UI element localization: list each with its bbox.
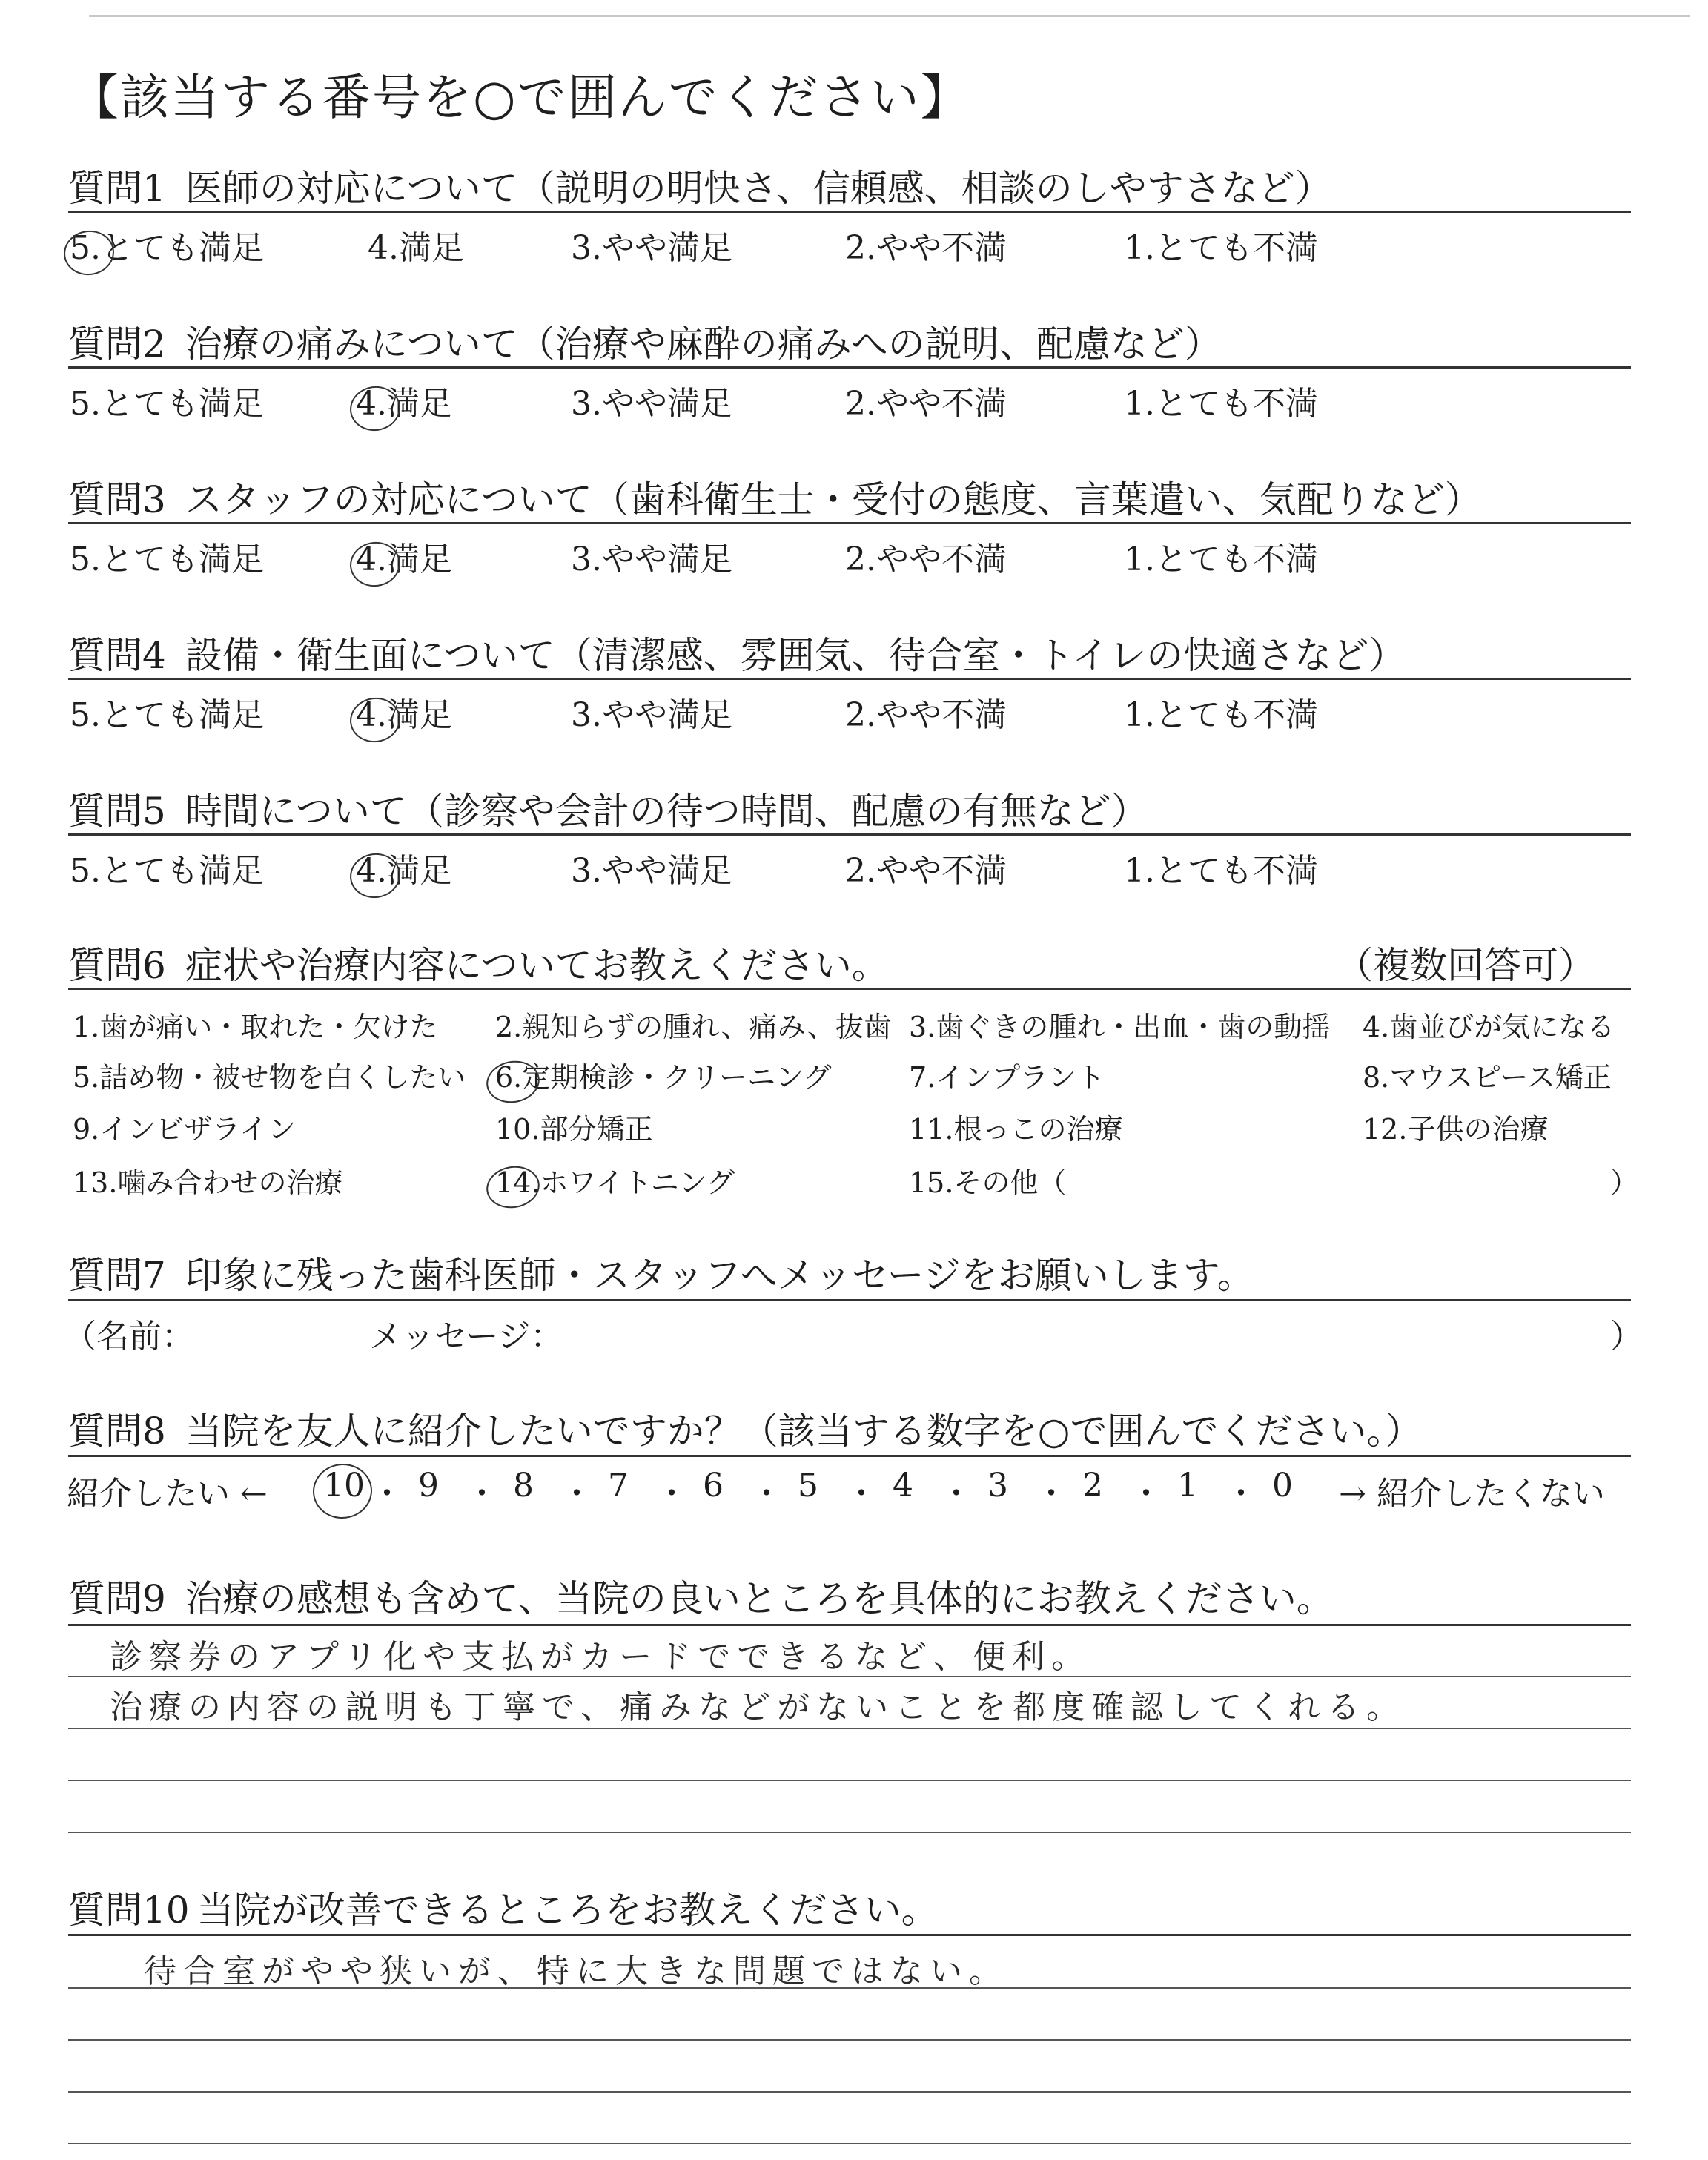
selected-mark: 4. [356,696,387,734]
page-heading: 【該当する番号を○で囲んでください】 [70,69,971,126]
scale-value-1[interactable]: 1 [1177,1467,1198,1505]
q6-option-4[interactable]: 4.歯並びが気になる [1363,1011,1615,1043]
q3-option-2[interactable]: 2.やや不満 [845,541,1007,578]
answer-line [68,2091,1631,2093]
question-text: 医師の対応について（説明の明快さ、信頼感、相談のしやすさなど） [185,167,1332,210]
q2-option-5[interactable]: 5.とても満足 [70,385,264,423]
handwritten-answer-line: 待合室がやや狭いが、特に大きな問題ではない。 [144,1952,1008,1990]
q1-option-4[interactable]: 4.満足 [368,229,464,267]
scale-value-3[interactable]: 3 [987,1467,1008,1505]
scale-right-label: → 紹介したくない [1339,1475,1605,1513]
handwritten-answer-line: 診察券のアプリ化や支払がカードでできるなど、便利。 [110,1638,1091,1676]
q6-option-2[interactable]: 2.親知らずの腫れ、痛み、抜歯 [495,1011,892,1043]
answer-line [68,1728,1631,1729]
q5-option-2[interactable]: 2.やや不満 [845,852,1007,890]
q6-option-9[interactable]: 9.インビザライン [73,1113,297,1146]
scale-separator: ・ [466,1475,498,1513]
multiple-answers-note: （複数回答可） [1336,944,1595,987]
answer-line [68,1832,1631,1833]
q2-option-2[interactable]: 2.やや不満 [845,385,1007,423]
q1-option-5[interactable]: 5.とても満足 [70,229,264,267]
question-1-title [68,159,1332,212]
scale-value-2[interactable]: 2 [1082,1467,1103,1505]
scale-separator: ・ [940,1475,973,1513]
question-7-rule [68,1299,1631,1301]
scale-separator: ・ [371,1475,403,1513]
scale-value-8[interactable]: 8 [513,1467,534,1505]
question-2-rule [68,366,1631,369]
q6-option-3[interactable]: 3.歯ぐきの腫れ・出血・歯の動揺 [909,1011,1331,1043]
name-label: （名前： [64,1318,194,1355]
q5-option-4[interactable]: 4.満足 [356,852,452,890]
question-3-rule [68,522,1631,524]
q3-option-3[interactable]: 3.やや満足 [571,541,732,578]
q6-option-13[interactable]: 13.噛み合わせの治療 [73,1166,343,1199]
answer-line [68,1676,1631,1677]
q3-option-5[interactable]: 5.とても満足 [70,541,264,578]
q4-option-2[interactable]: 2.やや不満 [845,696,1007,734]
q3-option-4[interactable]: 4.満足 [356,541,452,578]
top-border [89,15,1690,17]
scale-value-6[interactable]: 6 [703,1467,724,1505]
answer-line [68,1624,1631,1626]
question-4-title: 質問4 設備・衛生面について（清潔感、雰囲気、待合室・トイレの快適さなど） [68,634,1406,677]
q5-option-1[interactable]: 1.とても不満 [1124,852,1318,890]
question-4-rule [68,678,1631,680]
q6-option-11[interactable]: 11.根っこの治療 [909,1113,1123,1146]
scale-separator: ・ [1035,1475,1068,1513]
scale-value-9[interactable]: 9 [418,1467,439,1505]
answer-line [68,2143,1631,2144]
question-6-title: 質問6 症状や治療内容についてお教えください。 [68,944,889,987]
q1-option-3[interactable]: 3.やや満足 [571,229,732,267]
question-9-title: 質問9 治療の感想も含めて、当院の良いところを具体的にお教えください。 [68,1577,1334,1620]
q5-option-5[interactable]: 5.とても満足 [70,852,264,890]
selected-mark: 4. [356,385,387,423]
scale-value-7[interactable]: 7 [608,1467,629,1505]
question-2-title: 質問2 治療の痛みについて（治療や麻酔の痛みへの説明、配慮など） [68,323,1222,366]
selected-mark: 4. [356,852,387,890]
q4-option-3[interactable]: 3.やや満足 [571,696,732,734]
question-6-rule [68,988,1631,990]
message-label: メッセージ： [369,1318,563,1355]
scale-separator: ・ [750,1475,783,1513]
question-1-rule [68,211,1631,213]
q2-option-1[interactable]: 1.とても不満 [1124,385,1318,423]
message-close-paren: ） [1610,1318,1643,1355]
q6-option-7[interactable]: 7.インプラント [909,1061,1105,1094]
scale-left-label: 紹介したい ← [67,1475,268,1513]
answer-line [68,1934,1631,1936]
q6-option-6[interactable]: 6.定期検診・クリーニング [495,1061,832,1094]
scale-separator: ・ [845,1475,878,1513]
scale-separator: ・ [1130,1475,1162,1513]
scale-separator: ・ [560,1475,593,1513]
q2-option-4[interactable]: 4.満足 [356,385,452,423]
q2-option-3[interactable]: 3.やや満足 [571,385,732,423]
q4-option-5[interactable]: 5.とても満足 [70,696,264,734]
q6-option-12[interactable]: 12.子供の治療 [1363,1113,1549,1146]
question-8-rule [68,1455,1631,1457]
q4-option-4[interactable]: 4.満足 [356,696,452,734]
q1-option-1[interactable]: 1.とても不満 [1124,229,1318,267]
q3-option-1[interactable]: 1.とても不満 [1124,541,1318,578]
q6-option-14[interactable]: 14.ホワイトニング [495,1166,735,1199]
q6-other-close-paren: ） [1610,1166,1639,1199]
question-3-title: 質問3 スタッフの対応について（歯科衛生士・受付の態度、言葉遣い、気配りなど） [68,478,1482,521]
scale-value-10[interactable]: 10 [323,1467,365,1505]
selected-mark: 6. [495,1061,523,1094]
scale-value-0[interactable]: 0 [1272,1467,1293,1505]
selected-mark: 4. [356,541,387,578]
scale-separator: ・ [655,1475,688,1513]
handwritten-answer-line: 治療の内容の説明も丁寧で、痛みなどがないことを都度確認してくれる。 [110,1688,1406,1726]
selected-mark: 14. [495,1166,540,1199]
selected-mark: 5. [70,229,101,267]
answer-line [68,1987,1631,1989]
question-10-title: 質問10 当院が改善できるところをお教えください。 [68,1889,939,1932]
question-5-rule [68,833,1631,836]
q1-option-2[interactable]: 2.やや不満 [845,229,1007,267]
q6-option-5[interactable]: 5.詰め物・被せ物を白くしたい [73,1061,466,1094]
q5-option-3[interactable]: 3.やや満足 [571,852,732,890]
q6-option-8[interactable]: 8.マウスピース矯正 [1363,1061,1612,1094]
question-7-title: 質問7 印象に残った歯科医師・スタッフへメッセージをお願いします。 [68,1254,1254,1297]
scale-value-4[interactable]: 4 [893,1467,913,1505]
q6-option-10[interactable]: 10.部分矯正 [495,1113,653,1146]
answer-line [68,2039,1631,2041]
scale-value-5[interactable]: 5 [798,1467,818,1505]
q4-option-1[interactable]: 1.とても不満 [1124,696,1318,734]
question-number: 質問1 [68,167,166,210]
q6-option-15[interactable]: 15.その他（ [909,1166,1067,1199]
scale-separator: ・ [1225,1475,1257,1513]
answer-line [68,1780,1631,1781]
q6-option-1[interactable]: 1.歯が痛い・取れた・欠けた [73,1011,438,1043]
question-8-title: 質問8 当院を友人に紹介したいですか？（該当する数字を○で囲んでください。） [68,1410,1423,1453]
question-5-title: 質問5 時間について（診察や会計の待つ時間、配慮の有無など） [68,790,1148,833]
